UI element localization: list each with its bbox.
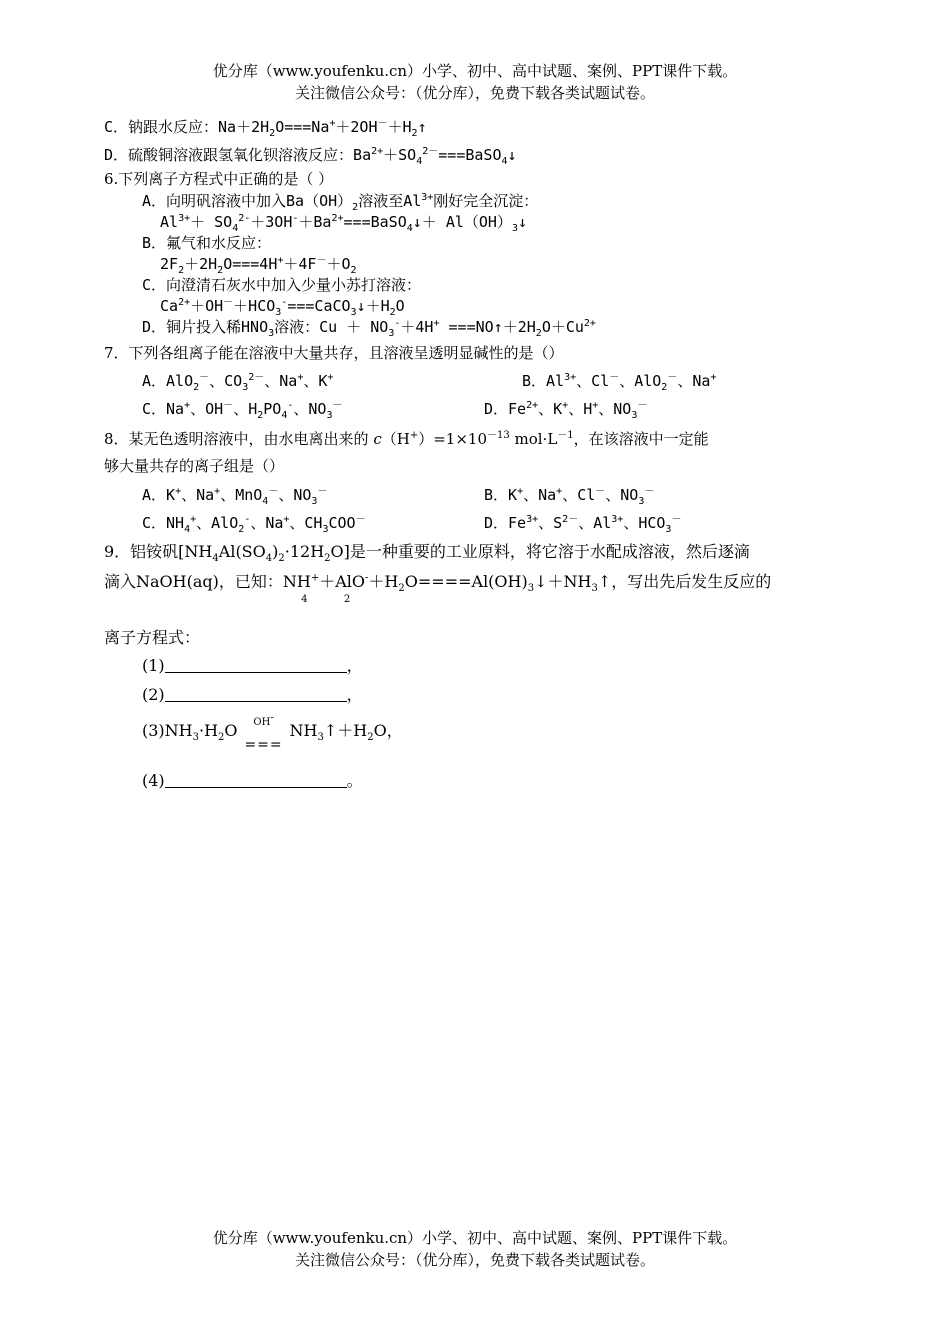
reaction-condition: OH- === [244, 712, 283, 753]
q9-answer-4: (4) 。 [142, 771, 363, 790]
q6-option-a-equation: $Al^{3+}+$ $SO_4^{2-}+3OH^-+Ba^{2+}===BaSO_4↓+$ $Al(OH)_3↓$ [160, 213, 528, 234]
answer-blank-1[interactable] [165, 656, 347, 673]
q8-option-a: A．K+、Na+、MnO$_4$－、$NO_3^-$ [142, 486, 328, 507]
q5-option-d: D．硫酸铜溶液跟氢氧化钡溶液反应：$Ba^{2+}+SO_4^{2-}===BaSO_4↓$ [104, 146, 517, 167]
q7-option-b: B．$Al^{3+}$、Cl－、AlO$_2$－、Na+ [522, 372, 717, 393]
q6-option-b-line1: B．氟气和水反应： [142, 234, 272, 252]
q8-option-d: D．$Fe^{3+}$、$S^{2-}$、$Al^{3+}$、$HCO_3^-$ [484, 514, 682, 535]
q6-option-c-line1: C．向澄清石灰水中加入少量小苏打溶液： [142, 276, 422, 294]
q6-option-b-equation: $2F_2+2H_2O===4H^++4F^-+O_2$ [160, 255, 357, 276]
nh4-subscript: 4 [301, 594, 308, 605]
q6-option-c-equation: $Ca^{2+}+OH^-+HCO_3^-===CaCO_3↓+H_2O$ [160, 297, 405, 318]
q8-stem-line1: 8．某无色透明溶液中，由水电离出来的 $c(H^+)=1\times 10^{-13}$ $mol\cdot L^{-1}$，在该溶液中一定能 [104, 430, 709, 448]
q6-option-d: D．铜片投入稀$HNO_3$溶液：$Cu + NO_3^-+4H^+$ $===NO↑+2H_2O+Cu^{2+}$ [142, 318, 596, 339]
q7-option-d: D．$Fe^{2+}$、K+、H+、$NO_3^-$ [484, 400, 648, 421]
q8-option-b: B．K+、Na+、Cl－、$NO_3^-$ [484, 486, 655, 507]
footer-line-1: 优分库（www.youfenku.cn）小学、初中、高中试题、案例、PPT课件下载。 [212, 1229, 738, 1247]
alo2-subscript: 2 [343, 594, 351, 605]
footer-line-2: 关注微信公众号：（优分库），免费下载各类试题试卷。 [294, 1251, 655, 1269]
answer-blank-4[interactable] [165, 771, 347, 788]
q6-option-a-line1: A．向明矾溶液中加入$Ba(OH)_2$溶液至$Al^{3+}$刚好完全沉淀： [142, 192, 539, 213]
q9-stem-line3: 离子方程式： [104, 628, 201, 647]
q9-stem-line1: 9．铝铵矾$[NH_4Al(SO_4)_2\cdot 12H_2O]$是一种重要的工业原料，将它溶于水配成溶液，然后逐滴 [104, 542, 750, 565]
header-line-1: 优分库（www.youfenku.cn）小学、初中、高中试题、案例、PPT课件下载。 [212, 62, 738, 80]
q8-option-c: C．$NH_4^+$、AlO$_2$-、Na+、$CH_3COO^-$ [142, 514, 366, 535]
q9-stem-line2: 滴入NaOH(aq)，已知：NH+ 4 ＋AlO- 2 $+H_2O====Al(OH)_3↓+NH_3↑$，写出先后发生反应的 [104, 571, 771, 593]
q7-option-c: C．Na+、OH－、$H_2PO_4^-$、$NO_3^-$ [142, 400, 343, 421]
q9-answer-2: (2) ， [142, 685, 363, 704]
header-line-2: 关注微信公众号：（优分库），免费下载各类试题试卷。 [294, 84, 655, 102]
answer-blank-2[interactable] [165, 685, 347, 702]
q9-answer-1: (1) ， [142, 656, 363, 675]
q7-stem: 7．下列各组离子能在溶液中大量共存，且溶液呈透明显碱性的是（） [104, 344, 564, 362]
q5-option-c: C．钠跟水反应：$Na+2H_2O===Na^++2OH^-+H_2↑$ [104, 118, 427, 139]
q7-option-a: A．AlO$_2$－、$CO_3^{2-}$、Na+、K+ [142, 372, 334, 393]
q6-stem: 6.下列离子方程式中正确的是（ ） [104, 170, 334, 188]
q8-stem-line2: 够大量共存的离子组是（） [104, 457, 285, 475]
q9-answer-3: $(3)NH_3\cdot H_2O$ OH- === $NH_3↑+H_2O$， [142, 712, 403, 753]
